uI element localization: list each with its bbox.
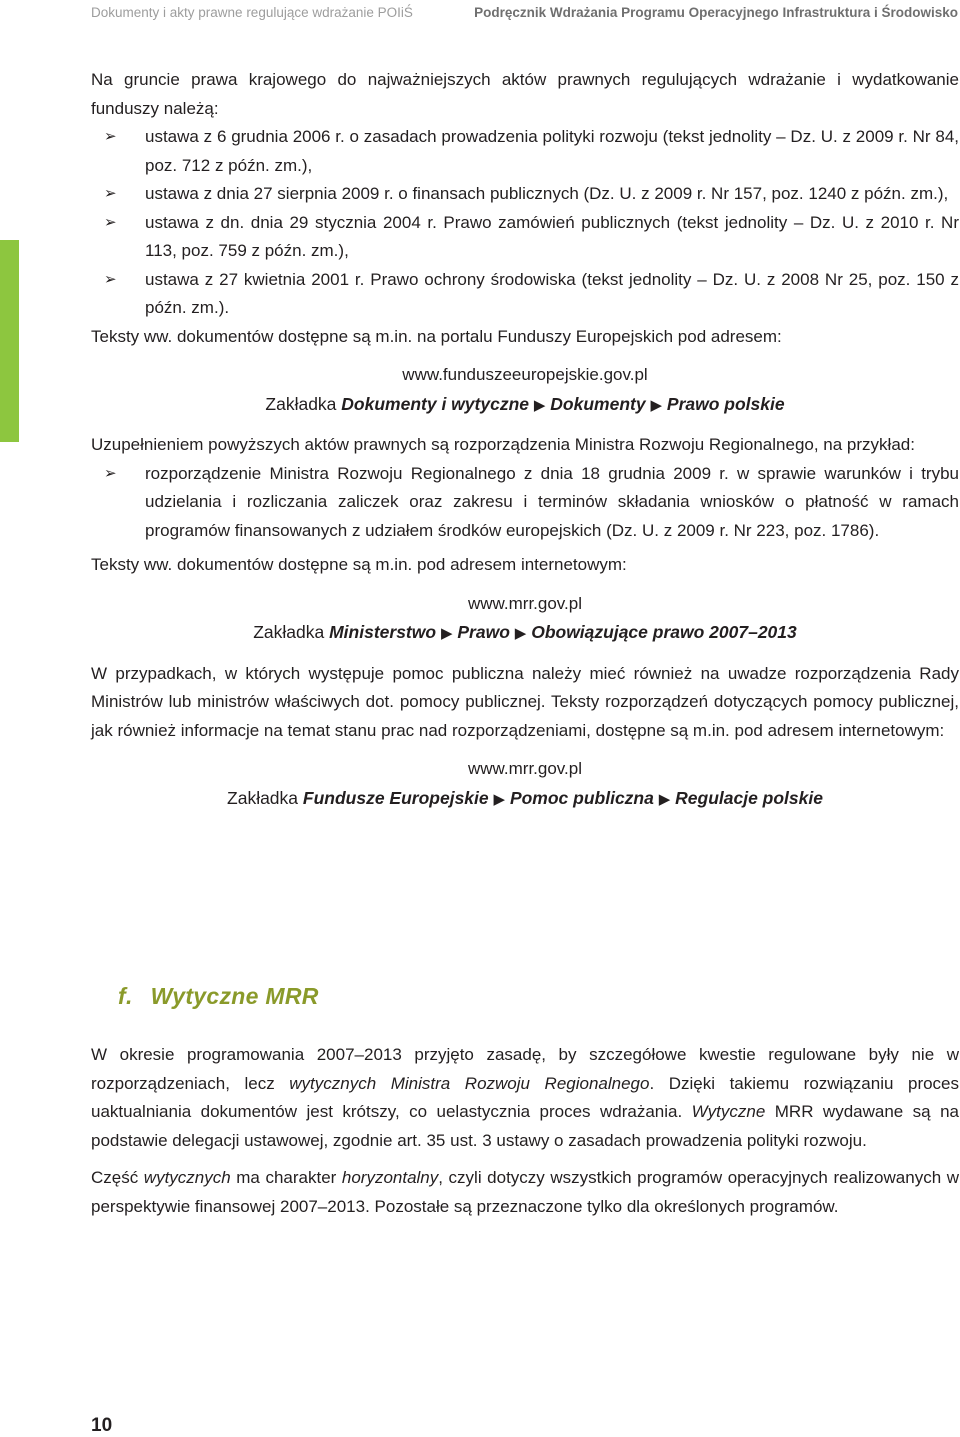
tab-path: Zakładka Ministerstwo ▶ Prawo ▶ Obowiązujące prawo 2007–2013 [253,622,797,642]
texts-availability-1: Teksty ww. dokumentów dostępne są m.in. na portalu Funduszy Europejskich pod adresem: [91,326,782,346]
side-tab-marker [0,240,19,442]
page-number: 10 [91,1415,113,1436]
arrow-bullet-icon: ➢ [104,128,117,145]
list-item: ➢ ustawa z dn. dnia 29 stycznia 2004 r. Prawo zamówień publicznych (tekst jednolity – Dz. U. z 2010 r. Nr 113, poz. 759 z późn. zm.), [91,209,959,266]
arrow-bullet-icon: ➢ [104,270,117,288]
section-number: f. [118,983,133,1009]
header-right-title: Podręcznik Wdrażania Programu Operacyjnego Infrastruktura i Środowisko [474,5,958,20]
header-left-title: Dokumenty i akty prawne regulujące wdrażanie POIiŚ [91,5,413,20]
list-item: ➢ rozporządzenie Ministra Rozwoju Regionalnego z dnia 18 grudnia 2009 r. w sprawie warunków i trybu udzielania i rozliczania zaliczek oraz zakresu i terminów składania wniosków o płatność w ramach programów finansowanych z udziałem środków europejskich (Dz. U. z 2009 r. Nr 223, poz. 1786). [91,460,959,546]
triangle-right-icon: ▶ [658,790,671,808]
section-heading [118,983,319,1010]
tab-path: Zakładka Dokumenty i wytyczne ▶ Dokumenty ▶ Prawo polskie [265,393,785,414]
regulation-list [91,460,959,546]
arrow-bullet-icon: ➢ [104,464,117,482]
triangle-right-icon: ▶ [650,396,663,414]
triangle-right-icon: ▶ [440,625,453,642]
main-content [91,66,959,814]
acts-list [91,123,959,323]
section-content [91,1041,959,1221]
texts-availability-2: Teksty ww. dokumentów dostępne są m.in. pod adresem internetowym: [91,555,627,574]
guidelines-paragraph-1: W okresie programowania 2007–2013 przyjęto zasadę, by szczegółowe kwestie regulowane były nie w rozporządzeniach, lecz wytycznych Ministra Rozwoju Regionalnego. Dzięki takiemu rozwiązaniu proces uaktualniania dokumentów jest krótszy, co uelastycznia proces wdrażania. Wytyczne MRR wydawane są na podstawie delegacji ustawowej, zgodnie art. 35 ust. 3 ustawy o zasadach prowadzenia polityki rozwoju. [91,1045,960,1150]
list-item: ➢ ustawa z dnia 27 sierpnia 2009 r. o finansach publicznych (Dz. U. z 2009 r. Nr 157, poz. 1240 z późn. zm.), [91,180,959,209]
arrow-bullet-icon: ➢ [104,213,117,231]
complement-paragraph: Uzupełnieniem powyższych aktów prawnych są rozporządzenia Ministra Rozwoju Regionalnego, na przykład: [91,435,915,454]
link-url[interactable]: www.mrr.gov.pl [468,759,582,778]
arrow-bullet-icon: ➢ [104,185,117,202]
intro-paragraph: Na gruncie prawa krajowego do najważniejszych aktów prawnych regulujących wdrażanie i wydatkowanie funduszy należą: [91,70,959,118]
triangle-right-icon: ▶ [533,396,546,414]
tab-path: Zakładka Fundusze Europejskie ▶ Pomoc publiczna ▶ Regulacje polskie [227,787,823,808]
section-title: Wytyczne MRR [150,983,319,1009]
public-aid-paragraph: W przypadkach, w których występuje pomoc publiczna należy mieć również na uwadze rozporządzenia Rady Ministrów lub ministrów właściwych dot. pomocy publicznej. Teksty rozporządzeń dotyczących pomocy publicznej, jak również informacje na temat stanu prac nad rozporządzeniami, dostępne są m.in. pod adresem internetowym: [91,663,959,740]
guidelines-paragraph-2: Część wytycznych ma charakter horyzontalny, czyli dotyczy wszystkich programów operacyjnych realizowanych w perspektywie finansowej 2007–2013. Pozostałe są przeznaczone tylko dla określonych programów. [91,1168,959,1216]
list-item: ➢ ustawa z 27 kwietnia 2001 r. Prawo ochrony środowiska (tekst jednolity – Dz. U. z 2008 Nr 25, poz. 150 z późn. zm.). [91,266,959,323]
list-item: ➢ ustawa z 6 grudnia 2006 r. o zasadach prowadzenia polityki rozwoju (tekst jednolity – Dz. U. z 2009 r. Nr 84, poz. 712 z późn. zm.), [91,123,959,180]
triangle-right-icon: ▶ [514,625,527,642]
link-url[interactable]: www.mrr.gov.pl [468,593,582,613]
triangle-right-icon: ▶ [493,790,506,808]
link-url[interactable]: www.funduszeeuropejskie.gov.pl [402,365,648,384]
page-header [0,0,960,28]
